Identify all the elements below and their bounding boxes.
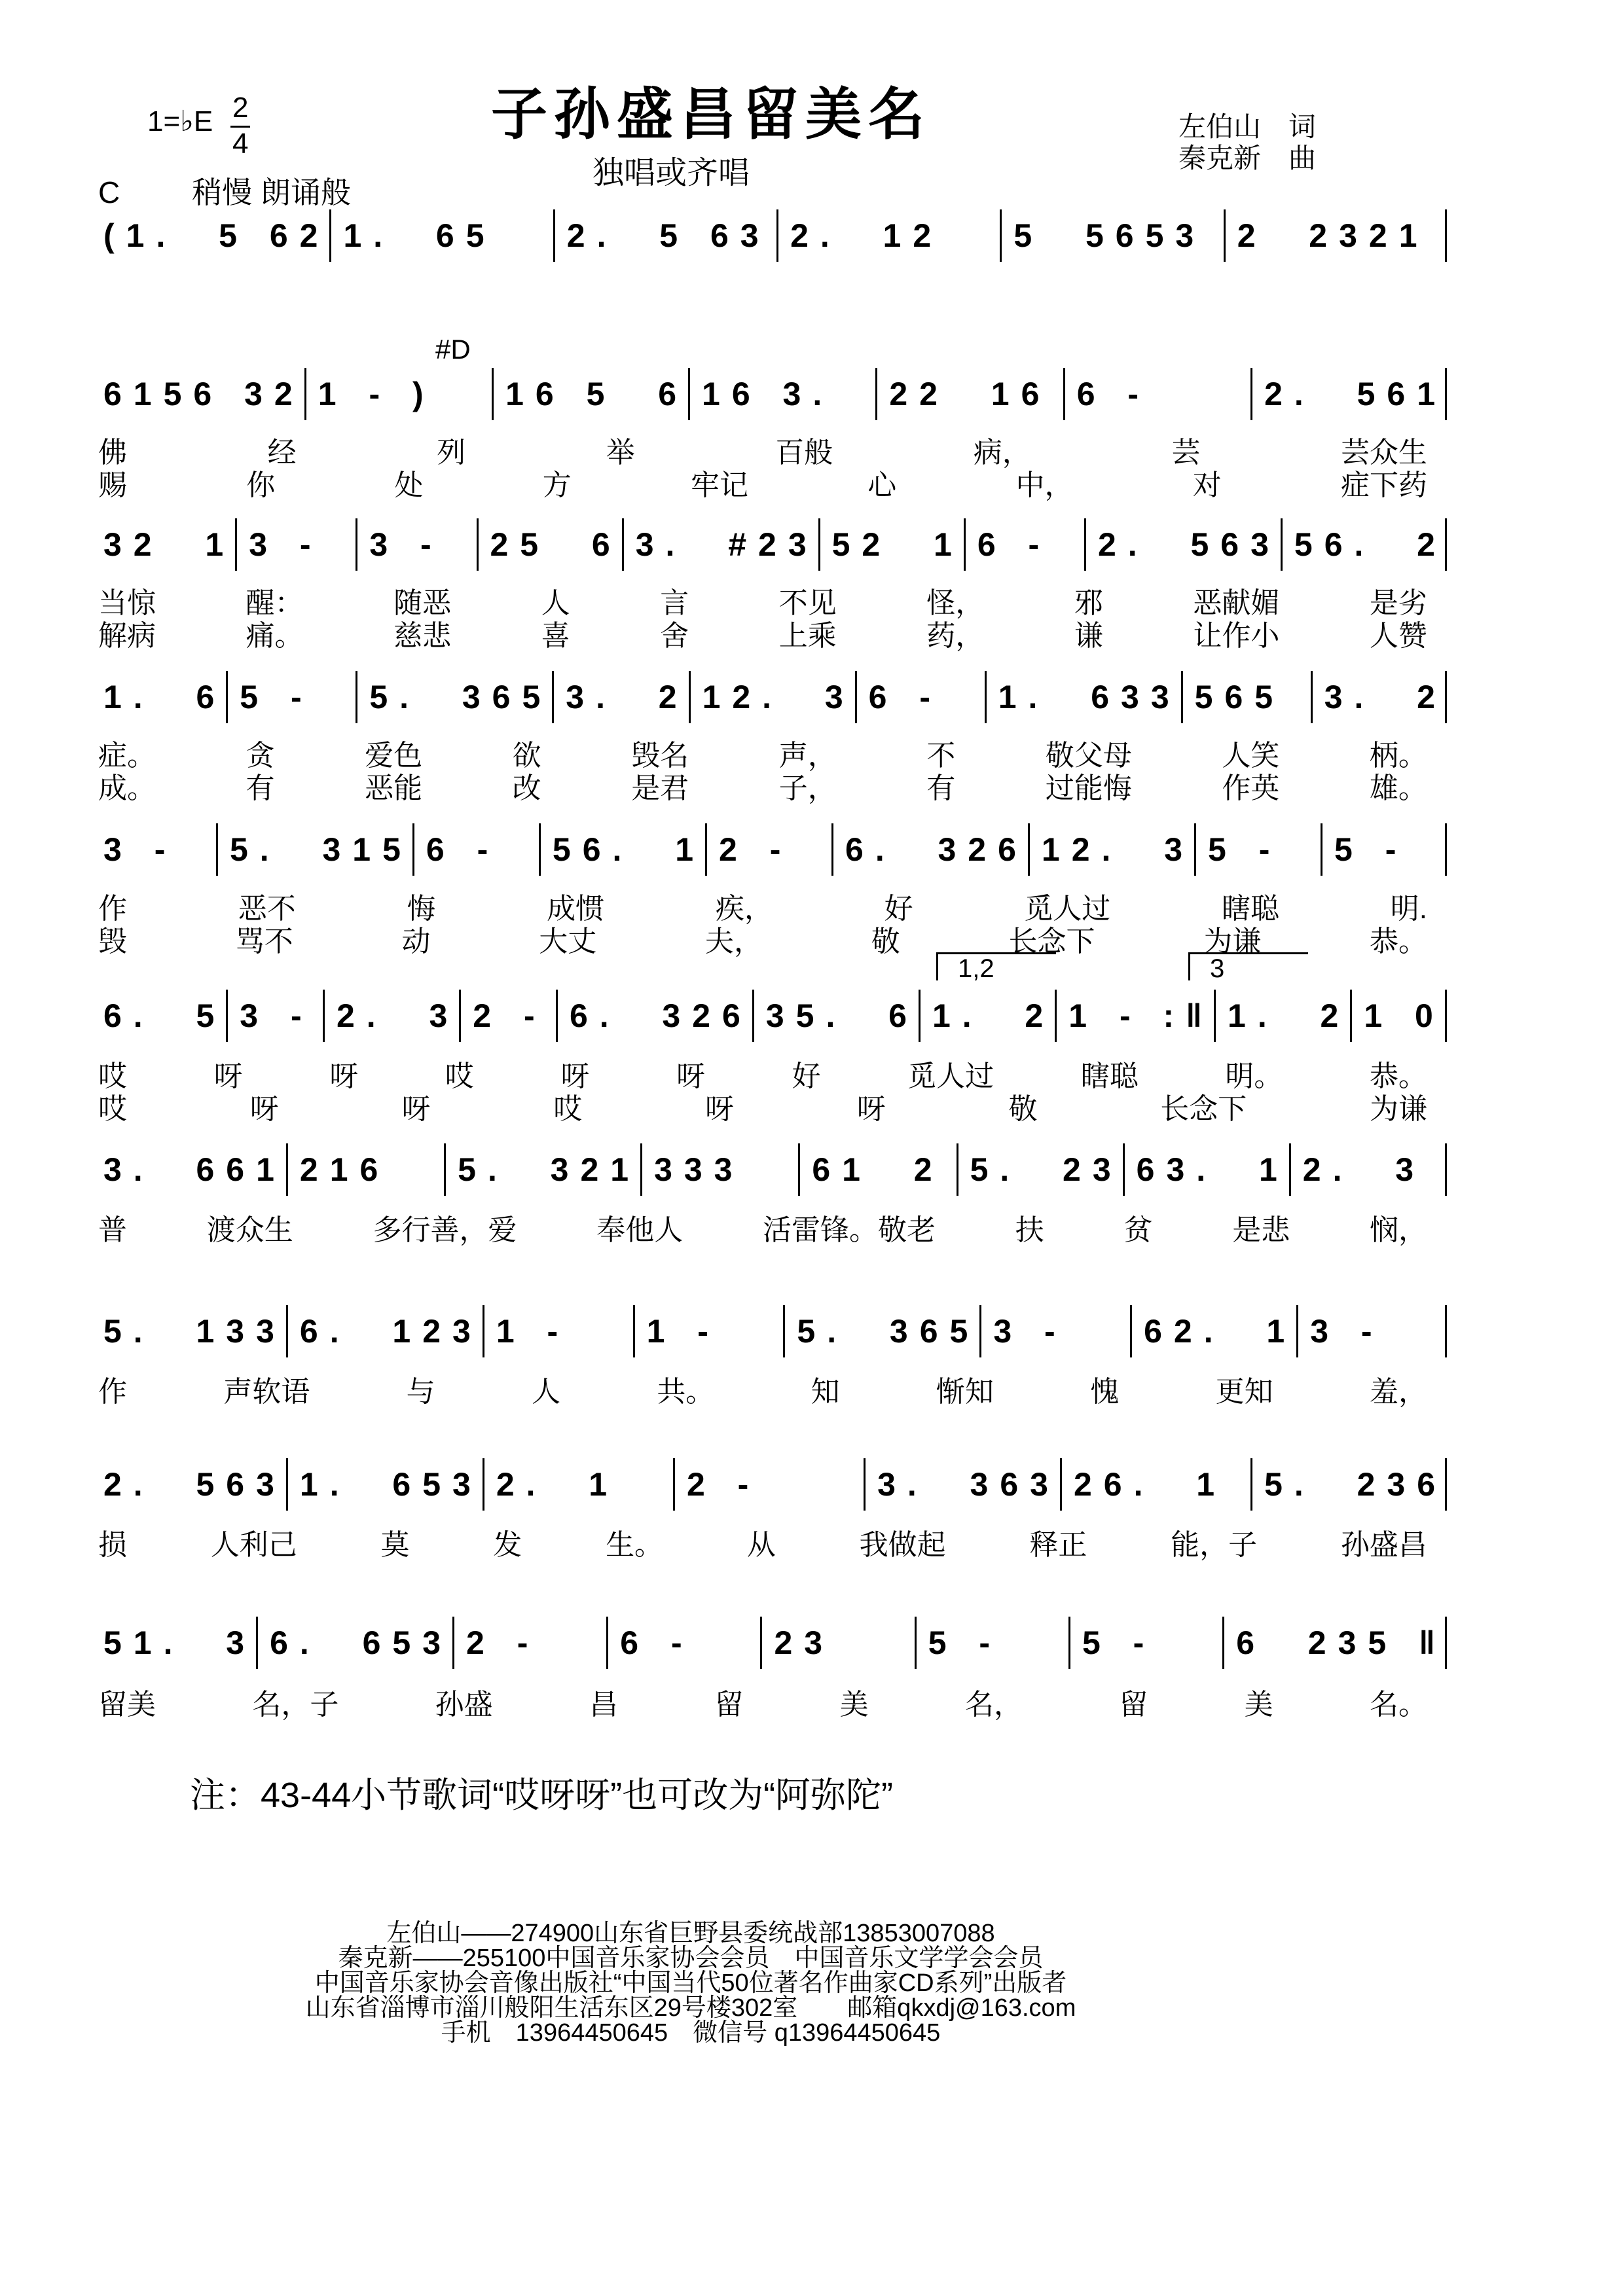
- lyric-syllable: 惭知: [936, 1376, 994, 1408]
- measure: 3. #23: [622, 518, 818, 571]
- measure: 216: [286, 1143, 444, 1196]
- measure: 22 16: [875, 368, 1063, 420]
- lyric-syllable: 明.: [1390, 893, 1427, 925]
- lyric-line: [98, 1521, 1427, 1563]
- lyric-syllable: 莫: [380, 1529, 410, 1561]
- lyric-line: [98, 1681, 1427, 1723]
- lyric-syllable: 声，: [778, 740, 837, 772]
- time-sig-bottom: 4: [232, 128, 249, 160]
- lyric-syllable: 成。: [98, 772, 156, 804]
- measure: 6 -: [1063, 368, 1250, 420]
- lyric-syllable: 人赞: [1369, 620, 1427, 652]
- lyric-syllable: 毁名: [631, 740, 689, 772]
- measure: 1. 633: [985, 671, 1181, 723]
- key-signature: 1=♭E: [147, 105, 213, 137]
- lyric-syllable: 觅人过: [1024, 893, 1111, 925]
- lyric-syllable: 是劣: [1369, 587, 1427, 619]
- measure: 5. 236: [1250, 1458, 1447, 1511]
- lyric-syllable: 是君: [631, 772, 689, 804]
- lyric-syllable: 醒：: [246, 587, 304, 619]
- measure: 5 -: [1321, 823, 1447, 876]
- lyric-syllable: 声软语: [223, 1376, 310, 1408]
- lyric-syllable: 牢记: [691, 469, 748, 501]
- lyric-line: [98, 612, 1427, 654]
- measure: 62. 1: [1130, 1305, 1296, 1357]
- lyric-syllable: 好: [792, 1060, 821, 1092]
- lyric-syllable: 名，: [964, 1689, 1023, 1721]
- lyric-syllable: 上乘: [778, 620, 837, 652]
- lyric-syllable: 名。: [1369, 1689, 1427, 1721]
- measure: 5. 365: [783, 1305, 979, 1357]
- lyric-syllable: 是悲: [1232, 1214, 1290, 1246]
- lyric-syllable: 当惊: [98, 587, 156, 619]
- lyric-syllable: 大丈: [539, 925, 597, 958]
- measure: 1 -: [483, 1305, 633, 1357]
- lyric-syllable: 恭。: [1369, 1060, 1427, 1092]
- composer: 秦克新 曲: [1178, 143, 1317, 173]
- lyric-syllable: 痛。: [246, 620, 304, 652]
- measure: 5 -: [1194, 823, 1321, 876]
- measure: 6 -: [412, 823, 539, 876]
- measure: 2 -: [452, 1617, 606, 1669]
- lyric-syllable: 昌: [589, 1689, 618, 1721]
- credits: [1178, 111, 1316, 174]
- measure: 61 2: [798, 1143, 956, 1196]
- lyric-syllable: 疾，: [715, 893, 773, 925]
- lyric-syllable: 心: [867, 469, 897, 501]
- measure: 565: [1181, 671, 1311, 723]
- measure: 3 -: [226, 990, 323, 1042]
- lyric-syllable: 人: [531, 1376, 560, 1408]
- measure: 2. 3: [323, 990, 459, 1042]
- measure: 12. 3: [689, 671, 855, 723]
- lyric-syllable: 改: [512, 772, 541, 804]
- measure: 1. 65: [329, 209, 553, 262]
- measure: 6. 326: [831, 823, 1028, 876]
- staff-system: [92, 823, 1447, 876]
- lyric-syllable: 哎: [553, 1093, 583, 1125]
- staff-system: [92, 209, 1447, 262]
- measure: 5. 321: [444, 1143, 640, 1196]
- lyric-syllable: 中，: [1015, 469, 1074, 501]
- lyric-syllable: 生。: [606, 1529, 664, 1561]
- lyric-syllable: 呀: [560, 1060, 590, 1092]
- measure: 25 6: [477, 518, 622, 571]
- measure: 23: [760, 1617, 914, 1669]
- lyric-syllable: 作: [98, 893, 127, 925]
- lyric-syllable: 长念下: [1160, 1093, 1247, 1125]
- measure: (1. 5 62: [103, 217, 330, 254]
- lyric-syllable: 症下药: [1341, 469, 1427, 501]
- measure: 1. 6: [103, 679, 227, 715]
- lyric-syllable: 毁: [98, 925, 127, 958]
- lyric-syllable: 呀: [401, 1093, 431, 1125]
- lyric-syllable: 欲: [512, 740, 541, 772]
- lyric-syllable: 芸: [1171, 437, 1201, 469]
- measure: 5. 23: [957, 1143, 1123, 1196]
- measure: 51. 3: [103, 1624, 257, 1661]
- measure: 16 5 6: [492, 368, 688, 420]
- measure: 6156 32: [103, 376, 304, 412]
- lyric-syllable: 随恶: [393, 587, 452, 619]
- lyric-syllable: 多行善，爱: [373, 1214, 517, 1246]
- lyric-syllable: 人利己: [210, 1529, 297, 1561]
- lyric-syllable: 与: [406, 1376, 435, 1408]
- volta-3: 3: [1188, 952, 1308, 980]
- lyric-line: [98, 1085, 1427, 1127]
- measure: 5 5653: [1000, 209, 1223, 262]
- staff-system: [92, 518, 1447, 571]
- lyric-syllable: 芸众生: [1340, 437, 1427, 469]
- lyric-syllable: 呀: [249, 1093, 279, 1125]
- staff-system: [92, 990, 1447, 1042]
- staff-system: [92, 368, 1447, 420]
- lyric-syllable: 夫，: [705, 925, 763, 958]
- lyric-syllable: 恶献媚: [1193, 587, 1280, 619]
- lyric-syllable: 骂不: [235, 925, 293, 958]
- lyric-syllable: 慈悲: [393, 620, 452, 652]
- lyric-syllable: 敬父母: [1045, 740, 1132, 772]
- staff-system: [92, 1305, 1447, 1357]
- lyric-syllable: 瞎聪: [1222, 893, 1280, 925]
- measure: 2. 561: [1250, 368, 1447, 420]
- lyric-syllable: 知: [811, 1376, 840, 1408]
- measure: 6 -: [606, 1617, 760, 1669]
- lyric-syllable: 举: [606, 437, 635, 469]
- measure: 3. 2: [1311, 671, 1447, 723]
- lyric-syllable: 敬: [1008, 1093, 1038, 1125]
- lyric-syllable: 怪，: [926, 587, 985, 619]
- lyric-syllable: 孙盛昌: [1340, 1529, 1427, 1561]
- measure: 5 -: [915, 1617, 1068, 1669]
- lyric-syllable: 不: [926, 740, 956, 772]
- lyric-syllable: 长念下: [1008, 925, 1095, 958]
- lyric-syllable: 更知: [1215, 1376, 1273, 1408]
- measure: 2 -: [673, 1458, 864, 1511]
- measure: 3 -: [235, 518, 356, 571]
- measure: 2. 12: [776, 209, 1000, 262]
- lyric-syllable: 作英: [1222, 772, 1280, 804]
- performance-style: 独唱或齐唱: [593, 156, 750, 190]
- measure: 6. 653: [256, 1617, 452, 1669]
- lyric-syllable: 孙盛: [435, 1689, 493, 1721]
- lyric-syllable: 敬: [871, 925, 900, 958]
- measure: 3. 661: [103, 1151, 286, 1188]
- lyric-line: [98, 461, 1427, 503]
- lyric-syllable: 从: [746, 1529, 776, 1561]
- lyric-syllable: 雄。: [1369, 772, 1427, 804]
- lyric-syllable: 羞，: [1369, 1376, 1427, 1408]
- measure: 5 -: [1068, 1617, 1222, 1669]
- lyric-syllable: 言: [660, 587, 689, 619]
- measure: 2 2321: [1224, 209, 1447, 262]
- lyric-syllable: 普: [98, 1214, 127, 1246]
- lyricist: 左伯山 词: [1178, 111, 1317, 142]
- lyric-syllable: 恶能: [365, 772, 423, 804]
- lyric-syllable: 方: [542, 469, 572, 501]
- lyric-syllable: 爱色: [365, 740, 423, 772]
- lyric-syllable: 人笑: [1222, 740, 1280, 772]
- measure: 1 0: [1350, 990, 1447, 1042]
- measure: 32 1: [103, 526, 236, 563]
- measure: 3. 2: [552, 671, 688, 723]
- lyric-syllable: 好: [884, 893, 913, 925]
- measure: 2. 3: [1289, 1143, 1447, 1196]
- lyric-syllable: 舍: [660, 620, 689, 652]
- measure: 2 -: [459, 990, 556, 1042]
- staff-system: [92, 671, 1447, 723]
- lyric-syllable: 留美: [98, 1689, 156, 1721]
- staff-system: [92, 1617, 1447, 1669]
- lyric-syllable: 邪: [1074, 587, 1103, 619]
- lyric-syllable: 我做起: [859, 1529, 946, 1561]
- lyric-syllable: 名，子: [252, 1689, 339, 1721]
- lyric-syllable: 贪: [246, 740, 275, 772]
- measure: 1. 2: [1214, 990, 1350, 1042]
- measure: 52 1: [818, 518, 964, 571]
- measure: 333: [640, 1143, 798, 1196]
- lyric-syllable: 呀: [705, 1093, 734, 1125]
- lyric-syllable: 呀: [213, 1060, 243, 1092]
- tempo-text: 稍慢 朗诵般: [192, 175, 352, 209]
- lyric-syllable: 恭。: [1370, 925, 1427, 958]
- lyric-syllable: 处: [394, 469, 424, 501]
- lyric-syllable: 贫: [1123, 1214, 1153, 1246]
- lyric-syllable: 解病: [98, 620, 156, 652]
- lyric-syllable: 百般: [775, 437, 833, 469]
- modulation-mark: #D: [435, 334, 471, 365]
- lyric-syllable: 过能悔: [1045, 772, 1132, 804]
- lyric-syllable: 愧: [1090, 1376, 1120, 1408]
- measure: 1. 2: [919, 990, 1055, 1042]
- lyric-syllable: 共。: [657, 1376, 715, 1408]
- lyric-syllable: 让作小: [1193, 620, 1280, 652]
- measure: 16 3.: [688, 368, 875, 420]
- lyric-syllable: 美: [839, 1689, 869, 1721]
- lyric-syllable: 动: [401, 925, 431, 958]
- lyric-syllable: 活雷锋。敬老: [763, 1214, 936, 1246]
- tempo-marking: [98, 169, 351, 212]
- lyric-syllable: 呀: [676, 1060, 705, 1092]
- lyric-line: [98, 918, 1427, 960]
- lyric-syllable: 扶: [1015, 1214, 1044, 1246]
- measure: 2. 1: [483, 1458, 673, 1511]
- lyric-syllable: 渡众生: [206, 1214, 293, 1246]
- lyric-syllable: 列: [437, 437, 466, 469]
- lyric-syllable: 经: [267, 437, 297, 469]
- section-mark: C: [98, 175, 120, 209]
- measure: 3. 363: [864, 1458, 1060, 1511]
- measure: 6 235 ‖: [1222, 1617, 1447, 1669]
- footer-line: 手机 13964450645 微信号 q13964450645: [441, 2019, 941, 2047]
- measure: 35. 6: [752, 990, 919, 1042]
- lyric-syllable: 呀: [329, 1060, 359, 1092]
- lyric-syllable: 恶不: [238, 893, 296, 925]
- measure: 6. 123: [286, 1305, 483, 1357]
- lyric-syllable: 哎: [98, 1060, 127, 1092]
- lyric-syllable: 释正: [1029, 1529, 1087, 1561]
- measure: 56. 2: [1281, 518, 1447, 571]
- staff-system: [92, 1143, 1447, 1196]
- lyric-syllable: 柄。: [1369, 740, 1427, 772]
- lyric-syllable: 哎: [445, 1060, 474, 1092]
- lyric-syllable: 症。: [98, 740, 156, 772]
- measure: 2. 563: [1084, 518, 1281, 571]
- lyric-syllable: 你: [246, 469, 276, 501]
- lyric-syllable: 悯，: [1370, 1214, 1427, 1246]
- footnote: 注：43-44小节歌词“哎呀呀”也可改为“阿弥陀”: [190, 1776, 894, 1815]
- footer-line: 中国音乐家协会音像出版社“中国当代50位著名作曲家CD系列”出版者: [314, 1969, 1067, 1997]
- footer-line: 左伯山——274900山东省巨野县委统战部13853007088: [386, 1920, 995, 1947]
- measure: 63. 1: [1123, 1143, 1289, 1196]
- measure: 5 -: [226, 671, 356, 723]
- measure: 2. 5 63: [553, 209, 776, 262]
- measure: 3 -: [103, 831, 177, 868]
- lyric-syllable: 有: [926, 772, 956, 804]
- volta-1-2: 1,2: [936, 952, 1056, 980]
- lyric-syllable: 为谦: [1203, 925, 1262, 958]
- measure: 1. 653: [286, 1458, 483, 1511]
- measure: 26. 1: [1060, 1458, 1250, 1511]
- lyric-syllable: 留: [1119, 1689, 1148, 1721]
- lyric-syllable: 明。: [1225, 1060, 1283, 1092]
- measure: 5. 315: [216, 823, 412, 876]
- measure: 5. 365: [356, 671, 552, 723]
- lyric-syllable: 对: [1192, 469, 1222, 501]
- lyric-syllable: 喜: [541, 620, 570, 652]
- lyric-syllable: 哎: [98, 1093, 127, 1125]
- measure: 1 - ): [304, 368, 492, 420]
- measure: 5. 133: [103, 1313, 286, 1350]
- lyric-line: [98, 1206, 1427, 1248]
- lyric-syllable: 子，: [778, 772, 837, 804]
- staff-system: [92, 1458, 1447, 1511]
- lyric-syllable: 发: [493, 1529, 522, 1561]
- lyric-line: [98, 764, 1427, 806]
- lyric-syllable: 留: [714, 1689, 744, 1721]
- measure: 6. 326: [556, 990, 752, 1042]
- measure: 3 -: [1296, 1305, 1447, 1357]
- lyric-syllable: 能，子: [1171, 1529, 1258, 1561]
- lyric-syllable: 觅人过: [907, 1060, 994, 1092]
- lyric-syllable: 不见: [778, 587, 837, 619]
- lyric-syllable: 佛: [98, 437, 127, 469]
- lyric-syllable: 药，: [926, 620, 985, 652]
- measure: 2 -: [705, 823, 831, 876]
- lyric-syllable: 美: [1244, 1689, 1273, 1721]
- lyric-syllable: 悔: [407, 893, 436, 925]
- measure: 3 -: [979, 1305, 1130, 1357]
- footer-line: 秦克新——255100中国音乐家协会会员 中国音乐文学学会会员: [338, 1945, 1044, 1972]
- lyric-syllable: 有: [246, 772, 275, 804]
- measure: 56. 1: [539, 823, 705, 876]
- measure: 6. 5: [103, 997, 227, 1034]
- measure: 1 - :‖: [1055, 990, 1214, 1042]
- lyric-syllable: 谦: [1074, 620, 1103, 652]
- measure: 3 -: [356, 518, 476, 571]
- lyric-syllable: 病，: [973, 437, 1031, 469]
- lyric-syllable: 赐: [98, 469, 127, 501]
- measure: 6 -: [964, 518, 1084, 571]
- measure: 1 -: [633, 1305, 784, 1357]
- lyric-line: [98, 1368, 1427, 1410]
- time-sig-top: 2: [232, 92, 249, 124]
- song-title: 子孙盛昌留美名: [491, 82, 931, 147]
- lyric-syllable: 为谦: [1370, 1093, 1427, 1125]
- lyric-syllable: 人: [541, 587, 570, 619]
- lyric-syllable: 损: [98, 1529, 127, 1561]
- lyric-syllable: 瞎聪: [1080, 1060, 1139, 1092]
- lyric-syllable: 成惯: [547, 893, 605, 925]
- measure: 12. 3: [1028, 823, 1194, 876]
- footer-line: 山东省淄博市淄川般阳生活东区29号楼302室 邮箱qkxdj@163.com: [305, 1994, 1076, 2022]
- lyric-syllable: 奉他人: [596, 1214, 684, 1246]
- measure: 6 -: [855, 671, 985, 723]
- lyric-syllable: 呀: [856, 1093, 886, 1125]
- lyric-syllable: 作: [98, 1376, 127, 1408]
- contact-info: [249, 1921, 1133, 2045]
- measure: 2. 563: [103, 1466, 286, 1503]
